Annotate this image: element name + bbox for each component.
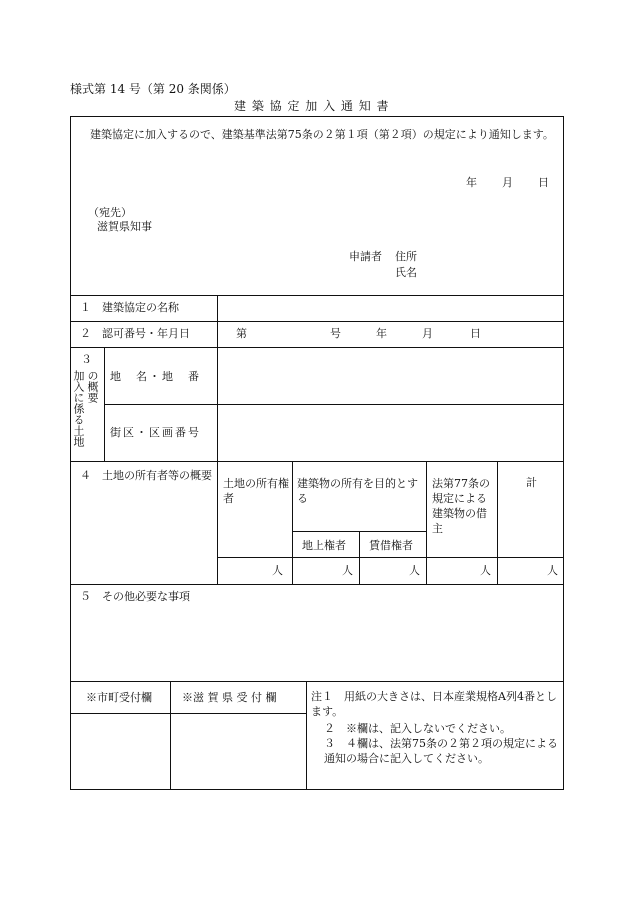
applicant-label: 申請者 — [349, 250, 382, 263]
addressee: 滋賀県知事 — [97, 220, 152, 233]
city-stamp-label: ※市町受付欄 — [86, 691, 152, 704]
row4-col2a-header: 地上権者 — [302, 539, 346, 552]
row2-nen: 年 — [376, 327, 387, 340]
form-number-label: 様式第 14 号（第 20 条関係） — [70, 82, 236, 96]
row4-unit-col4: 人 — [547, 564, 558, 577]
note-3: ３ ４欄は、法第75条の２第２項の規定による通知の場合に記入してください。 — [324, 737, 558, 765]
row4-unit-col2a: 人 — [342, 564, 353, 577]
row5-label: ５ その他必要な事項 — [80, 590, 190, 603]
row4-unit-col1: 人 — [272, 564, 283, 577]
frame-left — [70, 116, 71, 789]
notes-divider — [306, 681, 307, 789]
row4-unit-col3: 人 — [480, 564, 491, 577]
row4-col2-header: 建築物の所有を目的とする — [297, 477, 418, 505]
row2-go: 号 — [330, 327, 341, 340]
intro-text: 建築協定に加入するので、建築基準法第75条の２第１項（第２項）の規定により通知します。 — [90, 128, 554, 141]
frame-right — [563, 116, 564, 789]
row2-dai: 第 — [236, 327, 247, 340]
stamp-divider — [170, 681, 171, 789]
note-2: ２ ※欄は、記入しないでください。 — [324, 722, 511, 735]
frame-top — [70, 116, 564, 117]
row5-top — [70, 584, 564, 585]
row4-col4-divider — [497, 461, 498, 584]
row4-col3-divider — [426, 461, 427, 584]
row4-sub-divider — [359, 531, 360, 584]
date-year: 年 — [466, 176, 477, 189]
date-month: 月 — [502, 176, 513, 189]
row3-sub2-label: 街区・区画番号 — [110, 426, 201, 439]
frame-bottom — [70, 789, 564, 790]
row4-col4-header: 計 — [526, 476, 537, 489]
applicant-address-label: 住所 — [395, 250, 417, 263]
form-title: 建 築 協 定 加 入 通 知 書 — [234, 99, 390, 113]
label-col-divider — [217, 295, 218, 584]
applicant-name-label: 氏名 — [395, 266, 417, 279]
row2-top — [70, 321, 564, 322]
row4-unit-col2b: 人 — [409, 564, 420, 577]
note-1: 注１ 用紙の大きさは、日本産業規格A列4番とします。 — [311, 690, 557, 718]
row3-sub1-label: 地 名・地 番 — [110, 370, 201, 383]
row3-num-divider — [104, 347, 105, 461]
row3-top — [70, 347, 564, 348]
date-day: 日 — [538, 176, 549, 189]
row4-col2b-header: 賃借権者 — [369, 539, 413, 552]
row3-mid — [104, 404, 564, 405]
addressee-prefix: （宛先） — [88, 206, 132, 219]
row3-vertical-label-a: 加入に係る土地 — [72, 370, 85, 447]
row1-top — [70, 295, 564, 296]
row3-number: ３ — [81, 353, 92, 366]
row4-label: ４ 土地の所有者等の概要 — [80, 469, 212, 482]
row4-col2-divider — [292, 461, 293, 584]
pref-stamp-label: ※滋 賀 県 受 付 欄 — [182, 691, 277, 704]
bottom-top — [70, 681, 564, 682]
row2-tsuki: 月 — [422, 327, 433, 340]
row4-unit-row — [217, 557, 564, 558]
row4-col1-header: 土地の所有権者 — [223, 477, 289, 505]
row4-top — [70, 461, 564, 462]
stamp-header-line — [70, 713, 306, 714]
row2-hi: 日 — [470, 327, 481, 340]
row3-vertical-label-b: の概要 — [86, 370, 99, 403]
row1-label: １ 建築協定の名称 — [80, 301, 179, 314]
row4-col3-header: 法第77条の規定による建築物の借主 — [432, 477, 490, 535]
row2-label: ２ 認可番号・年月日 — [80, 327, 190, 340]
